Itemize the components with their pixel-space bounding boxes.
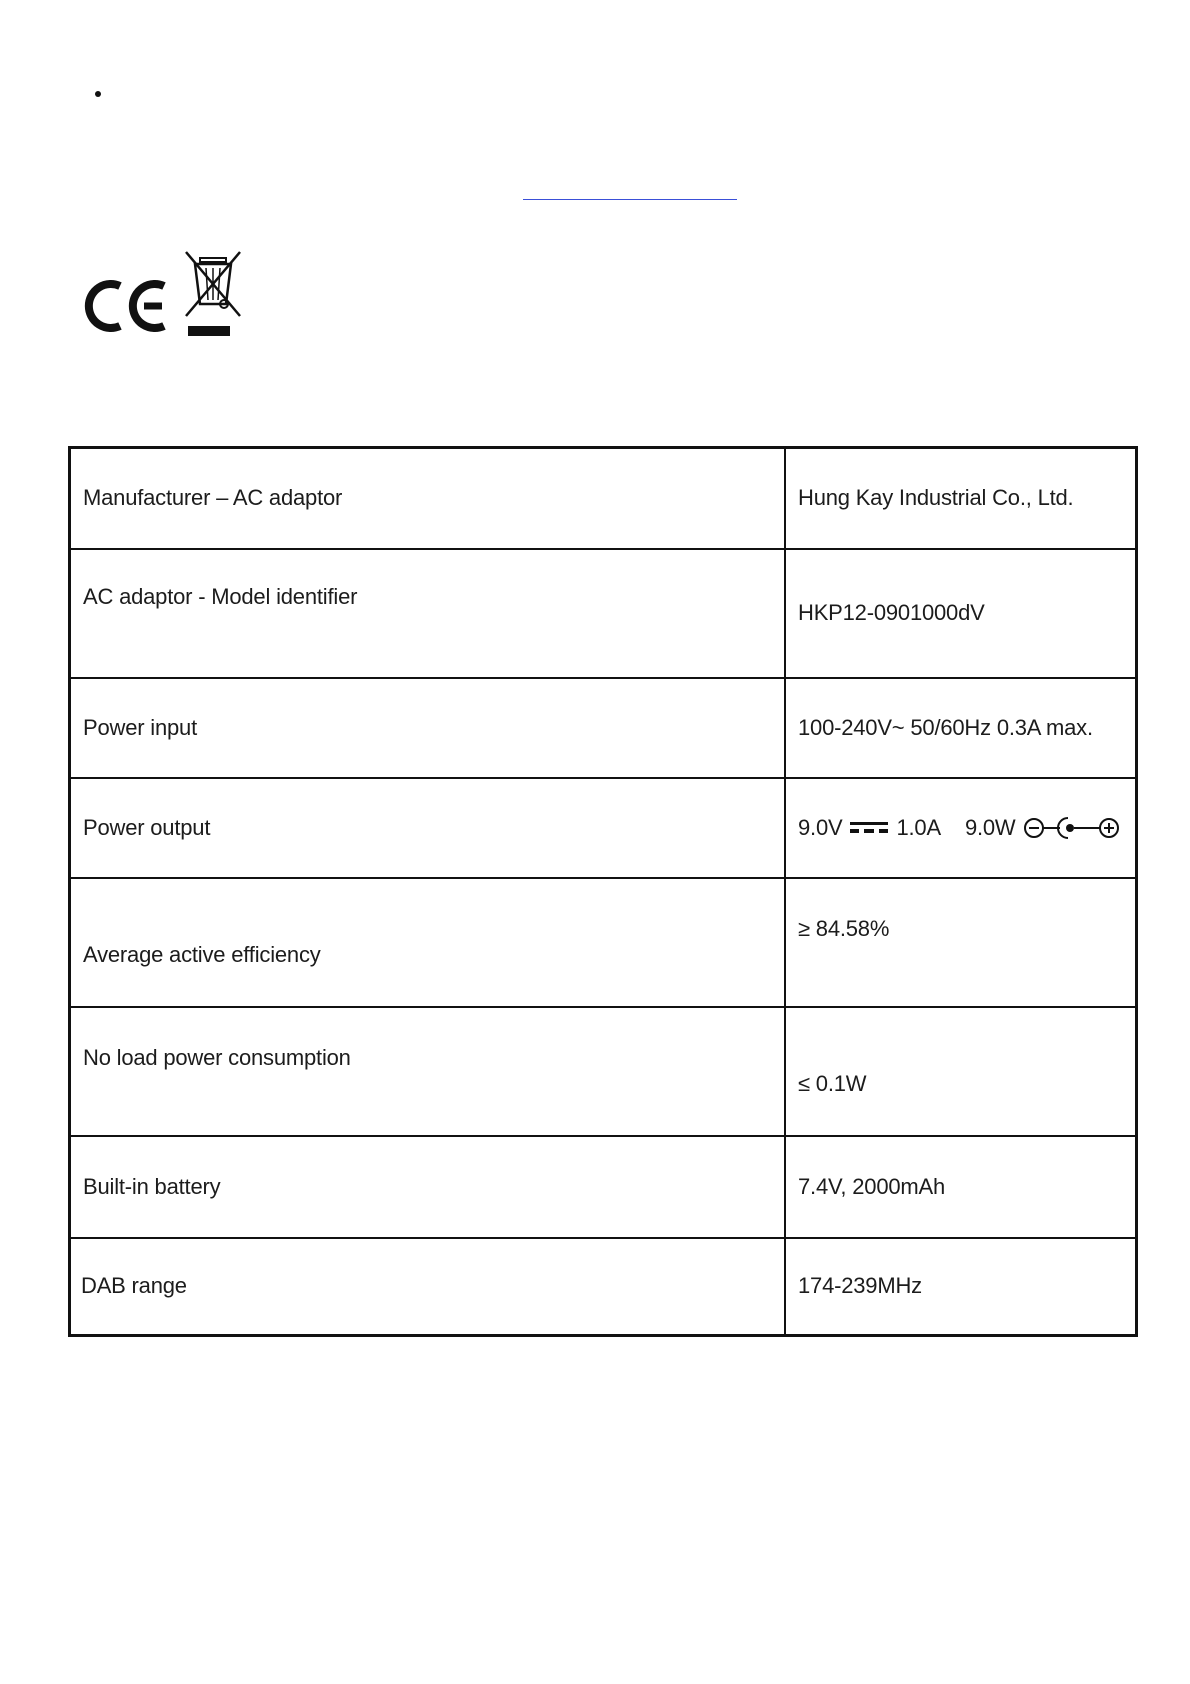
table-row <box>70 1238 1137 1336</box>
spec-value: 174-239MHz <box>785 1238 1137 1336</box>
weee-bin-icon <box>186 252 240 336</box>
spec-value: ≥ 84.58% <box>785 878 1137 1007</box>
spec-value: 100-240V~ 50/60Hz 0.3A max. <box>785 678 1137 778</box>
spec-label: No load power consumption <box>70 1007 786 1136</box>
hyperlink-underline[interactable] <box>523 199 737 200</box>
spec-label: Average active efficiency <box>70 878 786 1007</box>
table-row <box>70 1136 1137 1238</box>
spec-value: Hung Kay Industrial Co., Ltd. <box>785 448 1137 549</box>
spec-label: Power output <box>70 778 786 878</box>
dc-current-icon <box>850 820 888 836</box>
spec-label: Power input <box>70 678 786 778</box>
spec-value <box>785 778 1137 878</box>
output-current: 1.0A <box>896 814 941 840</box>
table-row <box>70 678 1137 778</box>
table-row <box>70 778 1137 878</box>
output-voltage: 9.0V <box>798 814 843 840</box>
table-row <box>70 878 1137 1007</box>
bullet-dot <box>95 91 101 97</box>
table-row <box>70 448 1137 549</box>
spec-value: 7.4V, 2000mAh <box>785 1136 1137 1238</box>
table-row <box>70 549 1137 678</box>
table-row <box>70 1007 1137 1136</box>
compliance-marks <box>68 244 268 356</box>
spec-label: Built-in battery <box>70 1136 786 1238</box>
ce-mark-icon <box>89 284 164 328</box>
spec-value: ≤ 0.1W <box>785 1007 1137 1136</box>
specifications-table <box>68 446 1138 1337</box>
spec-label: AC adaptor - Model identifier <box>70 549 786 678</box>
spec-label: DAB range <box>70 1238 786 1336</box>
output-power: 9.0W <box>964 814 1016 840</box>
spec-value: HKP12-0901000dV <box>785 549 1137 678</box>
center-positive-polarity-icon <box>1024 815 1120 841</box>
spec-label: Manufacturer – AC adaptor <box>70 448 786 549</box>
